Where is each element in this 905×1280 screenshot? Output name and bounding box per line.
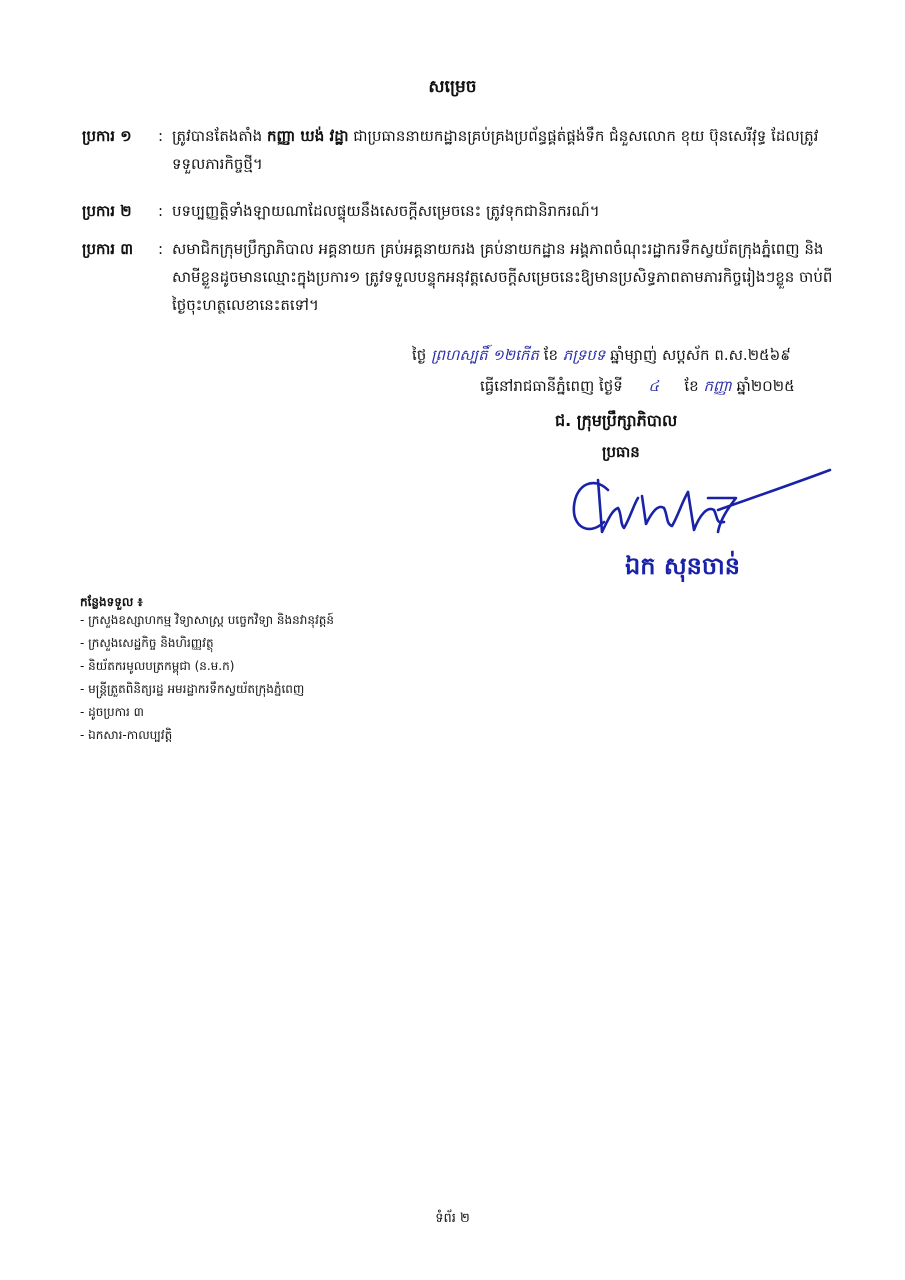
article-body: សមាជិកក្រុមប្រឹក្សាភិបាល អគ្គនាយក គ្រប់អគ្គនាយករង គ្រប់នាយកដ្ឋាន អង្គភាពចំណុះរដ្ឋាករទឹកស្វយ័តក្រុងភ្នំពេញ និងសាមីខ្លួនដូចមានឈ្មោះក្នុងប្រការ១ ត្រូវទទួលបន្ទុកអនុវត្តសេចក្តីសម្រេចនេះឱ្យមានប្រសិទ្ធភាពតាមភារកិច្ចរៀងៗខ្លួន ចាប់ពីថ្ងៃចុះហត្ថលេខានេះតទៅ។ — [172, 240, 833, 314]
article-1 — [82, 122, 842, 178]
solar-date — [480, 377, 795, 399]
chair-title: ប្រធាន — [602, 443, 640, 461]
recipients-title: កន្លែងទទួល ៖ — [80, 595, 143, 609]
article-body: បទប្បញ្ញត្តិទាំងឡាយណាដែលផ្ទុយនឹងសេចក្តីសម្រេចនេះ ត្រូវទុកជានិរាករណ៍។ — [172, 202, 600, 220]
appointee-name: កញ្ញា ឃង់ វដ្ឋា — [266, 127, 349, 145]
article-2 — [82, 197, 842, 225]
recipient-item: - មន្ត្រីត្រួតពិនិត្យរដ្ឋ អមរដ្ឋាករទឹកស្វយ័តក្រុងភ្នំពេញ — [80, 678, 334, 701]
article-label: ប្រការ ២ — [82, 202, 132, 220]
article-body — [172, 122, 842, 178]
date-text: ឆ្នាំ២០២៥ — [736, 377, 795, 395]
date-text: ឆ្នាំម្សាញ់ សប្តស័ក ព.ស.២៥៦៩ — [610, 346, 791, 364]
handwritten-signature — [568, 462, 838, 552]
handwritten-solar-day: ៤ — [648, 377, 659, 395]
article-text: ជាប្រធាននាយកដ្ឋានគ្រប់គ្រងប្រព័ន្ធផ្គត់ផ្គង់ទឹក ជំនួសលោក ខុយ ប៊ុនសេរីវុទ្ធ ដែលត្រូវទទួលភារកិច្ចថ្មី។ — [172, 127, 819, 173]
article-colon: : — [158, 202, 164, 220]
article-text: ត្រូវបានតែងតាំង — [172, 127, 267, 145]
recipient-item: - ដូចប្រការ ៣ — [80, 701, 334, 724]
council-line: ជ. ក្រុមប្រឹក្សាភិបាល — [555, 411, 678, 430]
handwritten-lunar-day: ព្រហស្បតិ៍ ១២កើត — [431, 346, 539, 364]
article-colon: : — [158, 127, 164, 145]
recipients-list — [80, 609, 334, 747]
article-label: ប្រការ ១ — [82, 127, 132, 145]
date-text: ខែ — [543, 346, 558, 364]
date-text: ធ្វើនៅរាជធានីភ្នំពេញ ថ្ងៃទី — [480, 377, 623, 395]
decision-heading: សម្រេច — [428, 77, 477, 97]
lunar-date — [412, 346, 791, 368]
recipient-item: - ក្រសួងសេដ្ឋកិច្ច និងហិរញ្ញវត្ថុ — [80, 632, 334, 655]
article-3 — [82, 235, 842, 319]
handwritten-lunar-month: ភទ្របទ — [562, 346, 606, 364]
article-colon: : — [158, 240, 164, 258]
signer-name: ឯក សុនចាន់ — [625, 552, 740, 580]
recipient-item: - ឯកសារ-កាលប្បវត្តិ — [80, 724, 334, 747]
recipient-item: - ក្រសួងឧស្សាហកម្ម វិទ្យាសាស្ត្រ បច្ចេកវិទ្យា និងនវានុវត្តន៍ — [80, 609, 334, 632]
date-text: ថ្ងៃ — [412, 346, 427, 364]
recipient-item: - និយ័តករមូលបត្រកម្ពុជា (ន.ម.ក) — [80, 655, 334, 678]
article-label: ប្រការ ៣ — [82, 240, 134, 258]
date-text: ខែ — [684, 377, 699, 395]
page-number: ទំព័រ ២ — [435, 1211, 470, 1226]
handwritten-solar-month: កញ្ញា — [703, 377, 732, 395]
